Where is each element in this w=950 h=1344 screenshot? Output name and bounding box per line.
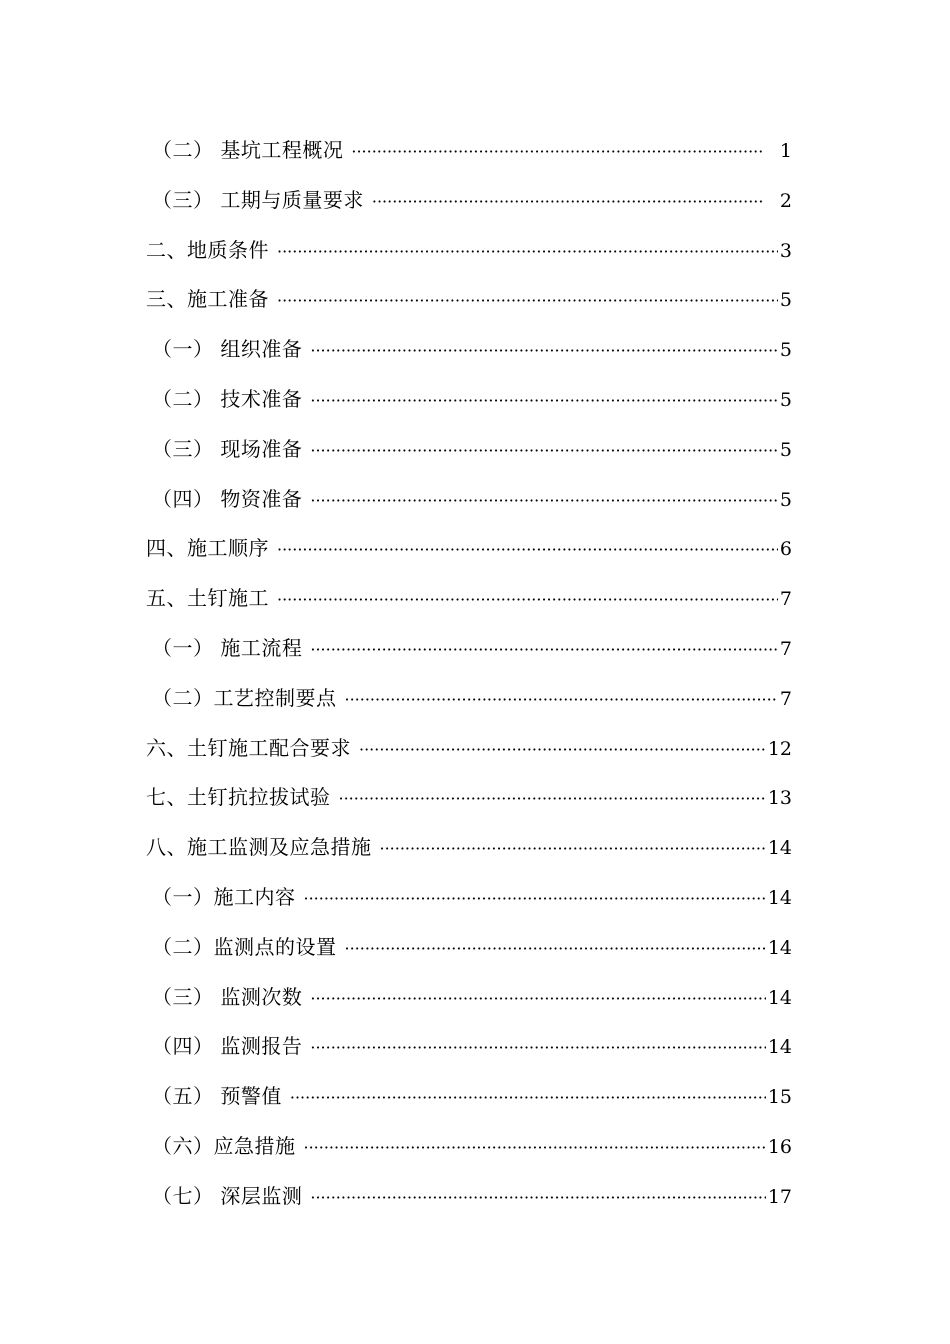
toc-entry-excavation-overview[interactable] (146, 126, 792, 176)
toc-leader-dots (310, 376, 778, 426)
toc-leader-dots (359, 725, 766, 775)
toc-entry-warning-values[interactable] (146, 1072, 792, 1122)
toc-page-number: 2 (779, 189, 792, 212)
toc-page-number: 15 (767, 1086, 792, 1109)
toc-entry-title: （五） 预警值 (152, 1084, 282, 1109)
toc-entry-title: 四、施工顺序 (146, 536, 269, 561)
toc-page-number: 14 (767, 986, 792, 1009)
toc-leader-dots (310, 476, 778, 526)
toc-entry-title: （一） 施工流程 (152, 635, 303, 660)
toc-leader-dots (277, 575, 778, 625)
toc-entry-schedule-quality[interactable] (146, 176, 792, 226)
toc-entry-monitoring-points[interactable] (146, 923, 792, 973)
toc-page-number: 14 (767, 886, 792, 909)
toc-entry-title: 七、土钉抗拉拔试验 (146, 785, 331, 810)
toc-entry-title: 三、施工准备 (146, 287, 269, 312)
toc-page-number: 14 (767, 936, 792, 959)
toc-leader-dots (310, 974, 765, 1024)
table-of-contents (146, 126, 792, 1222)
toc-entry-title: （四） 监测报告 (152, 1034, 303, 1059)
toc-page-number: 7 (779, 637, 792, 660)
toc-page-number: 3 (779, 239, 792, 262)
toc-leader-dots (310, 1023, 765, 1073)
toc-entry-title: （二） 基坑工程概况 (152, 138, 344, 162)
toc-page-number: 7 (779, 588, 792, 611)
toc-leader-dots (345, 675, 778, 725)
toc-leader-dots (310, 1173, 765, 1223)
toc-page-number: 5 (779, 289, 792, 312)
toc-entry-monitoring-frequency[interactable] (146, 973, 792, 1023)
toc-leader-dots (304, 874, 766, 924)
toc-entry-soil-nail-coordination[interactable] (146, 724, 792, 774)
toc-leader-dots (345, 924, 766, 974)
toc-entry-geology[interactable] (146, 226, 792, 276)
toc-entry-title: 二、地质条件 (146, 237, 269, 262)
toc-entry-monitoring-report[interactable] (146, 1022, 792, 1072)
toc-entry-process-control-points[interactable] (146, 674, 792, 724)
toc-entry-title: 八、施工监测及应急措施 (146, 835, 372, 860)
toc-page-number: 1 (779, 140, 792, 162)
toc-entry-site-prep[interactable] (146, 425, 792, 475)
toc-page-number: 17 (767, 1185, 792, 1208)
toc-page-number: 5 (779, 488, 792, 511)
toc-page-number: 16 (767, 1135, 792, 1158)
toc-entry-title: （七） 深层监测 (152, 1183, 303, 1208)
toc-entry-construction-prep[interactable] (146, 275, 792, 325)
toc-entry-emergency-measures[interactable] (146, 1122, 792, 1172)
toc-entry-title: （三） 现场准备 (152, 436, 303, 461)
toc-leader-dots (310, 625, 778, 675)
toc-entry-construction-sequence[interactable] (146, 524, 792, 574)
toc-entry-technical-prep[interactable] (146, 375, 792, 425)
toc-entry-title: （六）应急措施 (152, 1133, 296, 1158)
toc-entry-construction-content[interactable] (146, 873, 792, 923)
toc-entry-title: （二）监测点的设置 (152, 934, 337, 959)
toc-page-number: 5 (779, 388, 792, 411)
toc-entry-title: （二）工艺控制要点 (152, 685, 337, 710)
toc-entry-title: 五、土钉施工 (146, 586, 269, 611)
toc-leader-dots (277, 525, 778, 575)
toc-page-number: 14 (767, 1036, 792, 1059)
toc-entry-organization-prep[interactable] (146, 325, 792, 375)
toc-entry-title: （四） 物资准备 (152, 486, 303, 511)
toc-page-number: 12 (767, 737, 792, 760)
toc-entry-title: （一）施工内容 (152, 884, 296, 909)
toc-entry-title: 六、土钉施工配合要求 (146, 735, 351, 760)
toc-leader-dots (339, 774, 766, 824)
toc-page-number: 13 (767, 787, 792, 810)
toc-leader-dots (380, 824, 766, 874)
toc-leader-dots (351, 127, 762, 177)
toc-entry-title: （三） 工期与质量要求 (152, 187, 364, 212)
toc-leader-dots (277, 276, 778, 326)
toc-entry-construction-process[interactable] (146, 624, 792, 674)
toc-page-number: 14 (767, 837, 792, 860)
toc-leader-dots (310, 426, 778, 476)
toc-page-number: 6 (779, 538, 792, 561)
toc-leader-dots (372, 177, 762, 227)
toc-entry-title: （二） 技术准备 (152, 386, 303, 411)
toc-entry-monitoring-emergency[interactable] (146, 823, 792, 873)
toc-entry-material-prep[interactable] (146, 475, 792, 525)
toc-page-number: 5 (779, 438, 792, 461)
toc-entry-title: （一） 组织准备 (152, 337, 303, 362)
toc-entry-soil-nail-construction[interactable] (146, 574, 792, 624)
toc-leader-dots (290, 1073, 766, 1123)
toc-leader-dots (304, 1123, 766, 1173)
toc-leader-dots (310, 326, 778, 376)
toc-page-number: 5 (779, 339, 792, 362)
toc-leader-dots (277, 227, 778, 277)
toc-page-number: 7 (779, 687, 792, 710)
toc-entry-title: （三） 监测次数 (152, 984, 303, 1009)
toc-entry-deep-monitoring[interactable] (146, 1172, 792, 1222)
toc-entry-pullout-test[interactable] (146, 773, 792, 823)
